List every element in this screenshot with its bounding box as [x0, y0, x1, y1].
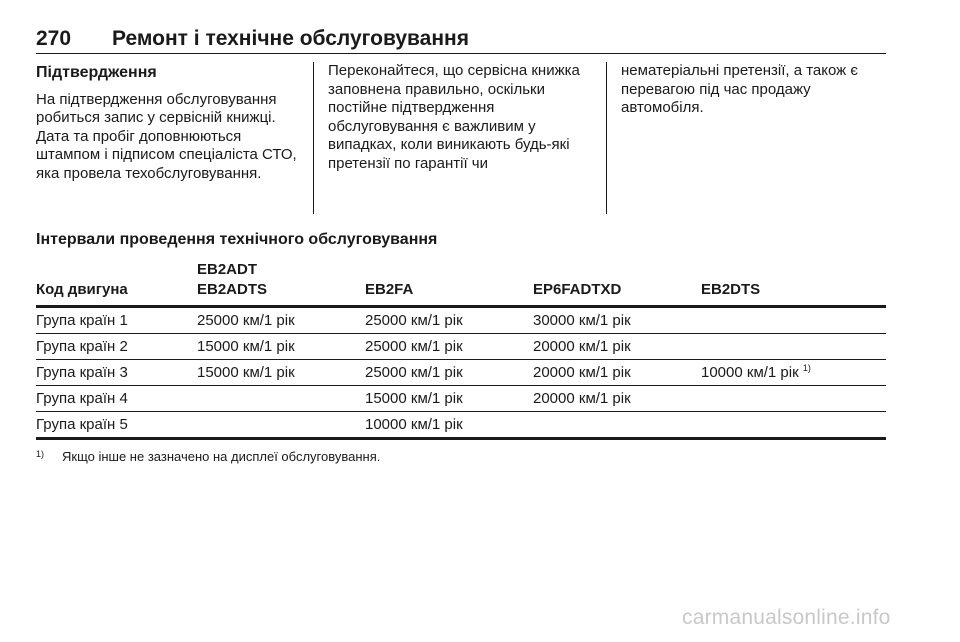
table-cell	[197, 412, 365, 439]
table-cell: 25000 км/1 рік	[197, 307, 365, 334]
table-cell: Група країн 1	[36, 307, 197, 334]
header-divider	[36, 53, 886, 54]
header-ep6fadtxd: EP6FADTXD	[533, 260, 701, 307]
table-cell: 20000 км/1 рік	[533, 360, 701, 386]
table-cell	[701, 307, 886, 334]
table-cell	[701, 386, 886, 412]
table-cell	[701, 412, 886, 439]
table-cell: Група країн 3	[36, 360, 197, 386]
table-row	[36, 386, 886, 412]
table-row	[36, 307, 886, 334]
table-cell: 30000 км/1 рік	[533, 307, 701, 334]
table-cell	[197, 386, 365, 412]
table-cell: Група країн 4	[36, 386, 197, 412]
table-cell	[533, 412, 701, 439]
table-cell: Група країн 5	[36, 412, 197, 439]
header-eb2fa: EB2FA	[365, 260, 533, 307]
column-divider-1	[313, 62, 314, 214]
table-cell: 15000 км/1 рік	[197, 360, 365, 386]
table-cell-with-footnote: 10000 км/1 рік $^{1)}$	[701, 360, 886, 386]
text-column-2	[328, 62, 590, 173]
page-title: Ремонт і технічне обслуговування	[112, 27, 469, 50]
footnote-mark: 1)	[36, 449, 45, 459]
text-column-3	[621, 62, 883, 118]
text-column-1	[36, 62, 298, 183]
table-cell: 20000 км/1 рік	[533, 334, 701, 360]
table-cell: 15000 км/1 рік	[365, 386, 533, 412]
paragraph-confirmation: На підтвердження обслуговування робиться запис у сервісній книжці. Дата та пробіг доповнюються штампом і підписом спеціаліста СТО, яка провела техобслуговування.	[36, 90, 297, 182]
table-row	[36, 412, 886, 439]
table-cell: 25000 км/1 рік	[365, 360, 533, 386]
footnote-reference: 1)	[802, 363, 811, 373]
table-cell: 15000 км/1 рік	[197, 334, 365, 360]
table-cell: 25000 км/1 рік	[365, 334, 533, 360]
table-cell	[701, 334, 886, 360]
table-title: Інтервали проведення технічного обслуговування	[36, 231, 438, 248]
maintenance-intervals-table	[36, 260, 886, 440]
watermark: carmanualsonline.info	[682, 606, 891, 629]
table-row	[36, 334, 886, 360]
footnote-text: Якщо інше не зазначено на дисплеї обслуговування.	[62, 449, 381, 464]
table-header-row	[36, 260, 886, 307]
table-cell: 20000 км/1 рік	[533, 386, 701, 412]
table-row	[36, 360, 886, 386]
column-divider-2	[606, 62, 607, 214]
page-header	[36, 27, 886, 53]
table-cell: 25000 км/1 рік	[365, 307, 533, 334]
section-heading-confirmation: Підтвердження	[36, 64, 157, 81]
header-engine-code: Код двигуна	[36, 260, 197, 307]
header-eb2dts: EB2DTS	[701, 260, 886, 307]
page-number: 270	[36, 27, 72, 50]
table-cell: Група країн 2	[36, 334, 197, 360]
paragraph-claims: нематеріальні претензії, а також є перевагою під час продажу автомобіля.	[621, 62, 859, 116]
table-cell: 10000 км/1 рік	[365, 412, 533, 439]
paragraph-check-book: Переконайтеся, що сервісна книжка заповнена правильно, оскільки постійне підтвердження обслуговування є важливим у випадках, коли виникають будь-які претензії по гарантії чи	[328, 62, 580, 172]
header-eb2adt: EB2ADT EB2ADTS	[197, 260, 365, 307]
